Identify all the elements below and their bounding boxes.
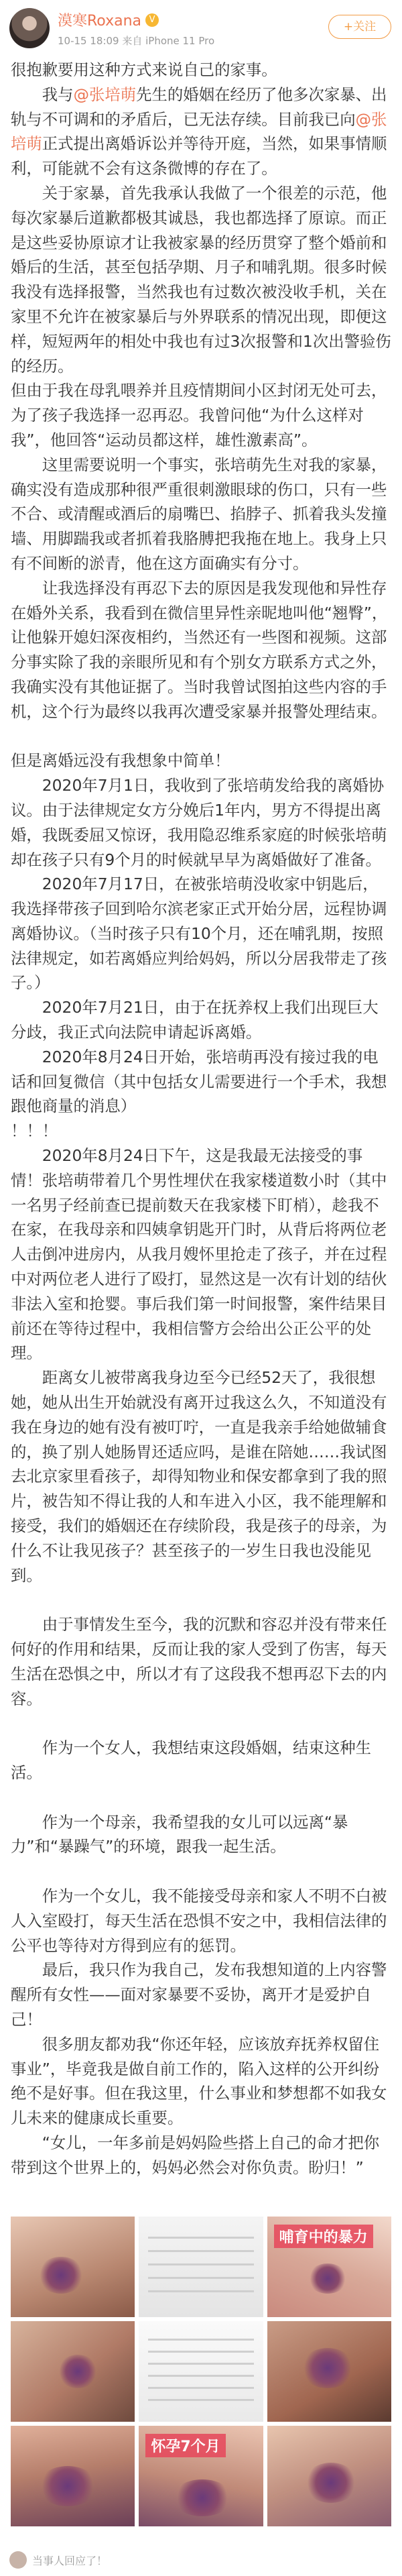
- photo[interactable]: [11, 2426, 135, 2526]
- avatar: [9, 2551, 27, 2569]
- paragraph: 最后，我只作为我自己，发布我想知道的上内容警醒所有女性——面对家暴要不妥协，离开才是爱护自己！: [11, 1960, 387, 2029]
- follow-button[interactable]: +关注: [328, 15, 391, 39]
- paragraph: 2020年7月17日，在被张培萌没收家中钥匙后，我选择带孩子回到哈尔滨老家正式开始分居，远程协调离婚协议。（当时孩子只有10个月，还在哺乳期，按照法律规定，如若离婚应判给妈妈，所以分居我带走了孩子。）: [11, 875, 387, 993]
- paragraph: 关于家暴，首先我承认我做了一个很差的示范，他每次家暴后道歉都极其诚恳，我也都选择了原谅。而正是这些妥协原谅才让我被家暴的经历贯穿了整个婚前和婚后的生活，甚至包括孕期、月子和哺乳期。很多时候我没有选择报警，当然我也有过数次被没收手机，关在家里不允许在被家暴后与外界联系的情况出现，即便这样，短短两年的相处中我也有过3次报警和1次出警验伤的经历。: [11, 183, 391, 376]
- verified-badge-icon: V: [145, 13, 159, 27]
- photo[interactable]: [267, 2217, 391, 2317]
- photo[interactable]: [267, 2426, 391, 2526]
- avatar[interactable]: [9, 8, 50, 48]
- paragraph: 作为一个母亲，我希望我的女儿可以远离“暴力”和“暴躁气”的环境，跟我一起生活。: [11, 1812, 348, 1856]
- paragraph: 很多朋友都劝我“你还年轻，应该放弃抚养权留住事业”，毕竟我是做自前工作的，陷入这样的公开纠纷绝不是好事。但在我这里，什么事业和梦想都不如我女儿未来的健康成长重要。: [11, 2034, 387, 2128]
- photo[interactable]: [11, 2217, 135, 2317]
- comment-hint-text: 当事人回应了！: [32, 2554, 108, 2567]
- paragraph: 这里需要说明一个事实，张培萌先生对我的家暴，确实没有造成那种很严重很刺激眼球的伤口，只有一些不合、或清醒或酒后的扇嘴巴、掐脖子、抓着我头发撞墙、用脚踹我或者抓着我胳膊把我拖在地上。我身上只有不间断的淤青，他在这方面确实有分寸。: [11, 455, 387, 573]
- photo[interactable]: [139, 2426, 263, 2526]
- paragraph: 但由于我在母乳喂养并且疫情期间小区封闭无处可去，为了孩子我选择一忍再忍。我曾问他“为什么这样对我”，他回答“运动员都这样，雄性激素高”。: [11, 381, 387, 449]
- comment-hint[interactable]: [0, 2546, 402, 2573]
- mention-link[interactable]: @张培萌: [11, 109, 387, 154]
- user-name-row[interactable]: [58, 9, 159, 30]
- paragraph: 2020年7月1日，我收到了张培萌发给我的离婚协议。由于法律规定女方分娩后1年内，男方不得提出离婚，我既委屈又惊讶，我用隐忍维系家庭的时候张培萌却在孩子只有9个月的时候就早早为离婚做好了准备。: [11, 776, 387, 869]
- photo[interactable]: [267, 2321, 391, 2422]
- paragraph: 2020年8月24日下午，这是我最无法接受的事情！张培萌带着几个男性埋伏在我家楼道数小时（其中一名男子经前查已提前数天在我家楼下盯梢），趁我不在家，在我母亲和四姨拿钥匙开门时，从背后将两位老人击倒冲进房内，从我月嫂怀里抢走了孩子，并在过程中对两位老人进行了殴打，显然这是一次有计划的结伙非法入室和抢婴。事后我们第一时间报警，案件结果目前还在等待过程中，我相信警方会给出公正公平的处理。: [11, 1146, 387, 1363]
- post-body: [0, 56, 402, 2180]
- photo[interactable]: [139, 2321, 263, 2422]
- photo[interactable]: [11, 2321, 135, 2422]
- mention-link[interactable]: @张培萌: [73, 85, 137, 104]
- paragraph: 很抱歉要用这种方式来说自己的家事。: [11, 60, 277, 79]
- photo[interactable]: [139, 2217, 263, 2317]
- paragraph: 但是离婚远没有我想象中简单！: [11, 751, 230, 771]
- paragraph: 作为一个女儿，我不能接受母亲和家人不明不白被人入室殴打，每天生活在恐惧不安之中，我相信法律的公平也等待对方得到应有的惩罚。: [11, 1886, 387, 1955]
- paragraph: 距离女儿被带离我身边至今已经52天了，我很想她，她从出生开始就没有离开过我这么久，不知道没有我在身边的她有没有被叮咛，一直是我亲手给她做辅食的，换了别人她肠胃还适应吗，是谁在陪她……我试图去北京家里看孩子，却得知物业和保安都拿到了我的照片，被告知不得让我的人和车进入小区，我不能理解和接受，我们的婚姻还在存续阶段，我是孩子的母亲，为什么不让我见孩子？甚至孩子的一岁生日我也没能见到。: [11, 1368, 387, 1585]
- photo-label: 哺育中的暴力: [274, 2225, 373, 2248]
- paragraph: “女儿，一年多前是妈妈险些搭上自己的命才把你带到这个世界上的，妈妈必然会对你负责。盼归！”: [11, 2133, 380, 2177]
- photo-label: 怀孕7个月: [145, 2434, 225, 2457]
- paragraph: 由于事情发生至今，我的沉默和容忍并没有带来任何好的作用和结果，反而让我的家人受到了伤害，每天生活在恐惧之中，所以才有了这段我不想再忍下去的内容。: [11, 1615, 387, 1708]
- paragraph: 2020年8月24日开始，张培萌再没有接过我的电话和回复微信（其中包括女儿需要进行一个手术，我想跟他商量的消息）: [11, 1047, 387, 1116]
- paragraph: 作为一个女人，我想结束这段婚姻，结束这种生活。: [11, 1738, 371, 1782]
- paragraph: 让我选择没有再忍下去的原因是我发现他和异性存在婚外关系，我看到在微信里异性亲昵地叫他“翘臀”，让他躲开媳妇深夜相约，当然还有一些图和视频。这部分事实除了我的亲眼所见和有个别女方联系方式之外，我确实没有其他证据了。当时我曾试图拍这些内容的手机，这个行为最终以我再次遭受家暴并报警处理结束。: [11, 578, 388, 721]
- user-name[interactable]: 漠寒Roxana: [58, 13, 142, 30]
- paragraph: ！！！: [11, 1121, 58, 1141]
- photo-grid: [11, 2217, 391, 2526]
- paragraph: 我与@张培萌先生的婚姻在经历了他多次家暴、出轨与不可调和的矛盾后，已无法存续。目前我已向@张培萌正式提出离婚诉讼并等待开庭，当然，如果事情顺利，可能就不会有这条微博的存在了。: [11, 85, 387, 178]
- post-meta: 10-15 18:09 来自 iPhone 11 Pro: [58, 35, 215, 47]
- post-header: [0, 0, 402, 56]
- paragraph: 2020年7月21日，由于在抚养权上我们出现巨大分歧，我正式向法院申请起诉离婚。: [11, 998, 379, 1042]
